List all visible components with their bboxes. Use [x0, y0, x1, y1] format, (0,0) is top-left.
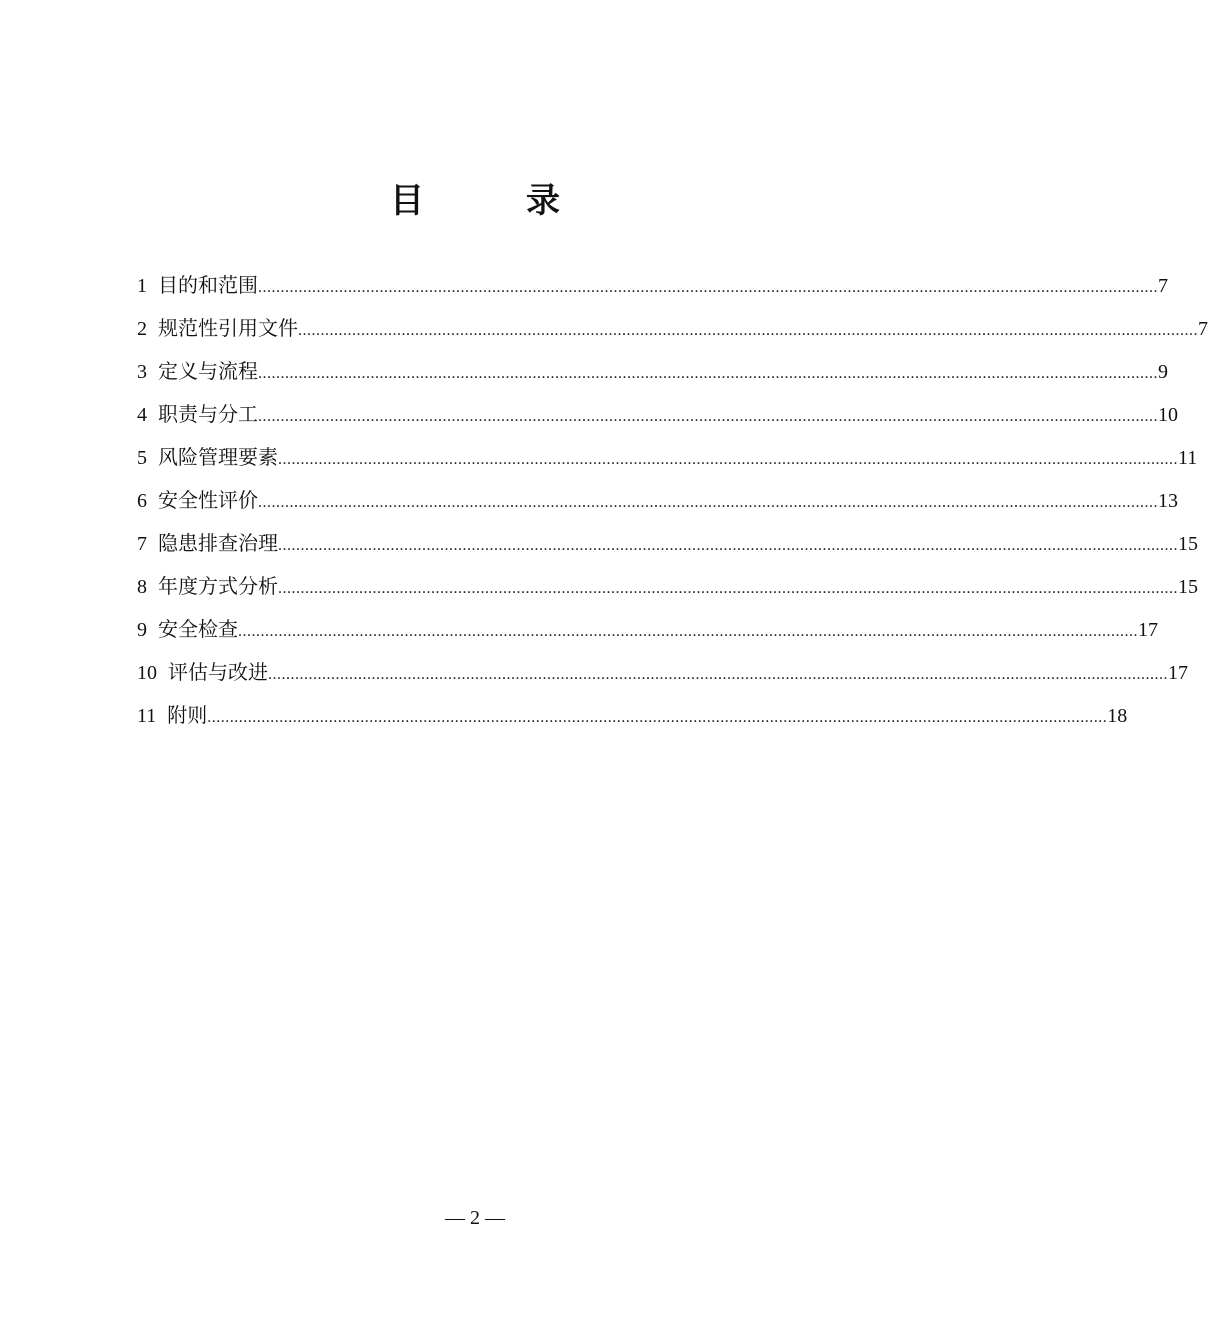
toc-entry-number: 3 — [137, 361, 147, 383]
toc-entry[interactable] — [137, 308, 1208, 351]
toc-entry-number: 11 — [137, 705, 157, 727]
toc-entry[interactable] — [137, 265, 1168, 308]
toc-entry-title: 安全检查 — [158, 617, 238, 641]
toc-entry-title: 评估与改进 — [168, 660, 268, 684]
toc-entry-number: 5 — [137, 447, 147, 469]
toc-entry[interactable] — [137, 566, 1198, 609]
page-number: — 2 — — [445, 1207, 505, 1229]
toc-entry-page: 18 — [1107, 705, 1128, 727]
toc-dot-leader: ........................................................................................................................................................................................................ — [268, 666, 1168, 683]
toc-entry-page: 10 — [1158, 404, 1178, 426]
toc-entry-title: 安全性评价 — [158, 488, 258, 512]
toc-entry-title: 附则 — [167, 703, 208, 727]
toc-dot-leader: ........................................................................................................................................................................................................ — [207, 709, 1108, 726]
toc-entry-page: 13 — [1158, 490, 1178, 512]
toc-entry-number: 10 — [137, 662, 157, 684]
toc-dot-leader: ........................................................................................................................................................................................................ — [258, 279, 1158, 296]
toc-entry-title: 隐患排查治理 — [158, 531, 278, 555]
toc-entry-page: 11 — [1178, 447, 1198, 469]
toc-entry-page: 7 — [1158, 275, 1168, 297]
page-title: 目 录 — [390, 181, 594, 221]
toc-entry-number: 4 — [137, 404, 147, 426]
toc-entry-page: 15 — [1178, 533, 1198, 555]
toc-entry-number: 1 — [137, 275, 147, 297]
toc-entry-number: 6 — [137, 490, 147, 512]
toc-entry-title: 年度方式分析 — [158, 574, 278, 598]
toc-dot-leader: ........................................................................................................................................................................................................ — [298, 322, 1198, 339]
toc-entry-number: 2 — [137, 318, 147, 340]
toc-entry-title: 规范性引用文件 — [158, 316, 298, 340]
toc-dot-leader: ........................................................................................................................................................................................................ — [258, 365, 1158, 382]
toc-entry-page: 9 — [1158, 361, 1168, 383]
toc-entry-title: 定义与流程 — [158, 359, 258, 383]
toc-entry-title: 风险管理要素 — [158, 445, 278, 469]
toc-entry-number: 7 — [137, 533, 147, 555]
toc-entry[interactable] — [137, 609, 1158, 652]
toc-entry[interactable] — [137, 480, 1178, 523]
toc-dot-leader: ........................................................................................................................................................................................................ — [258, 408, 1158, 425]
toc-entry-title: 职责与分工 — [158, 402, 258, 426]
toc-dot-leader: ........................................................................................................................................................................................................ — [278, 580, 1178, 597]
toc-entry[interactable] — [137, 394, 1178, 437]
toc-entry[interactable] — [137, 695, 1128, 738]
toc-entry[interactable] — [137, 351, 1168, 394]
toc-dot-leader: ........................................................................................................................................................................................................ — [258, 494, 1158, 511]
toc-dot-leader: ........................................................................................................................................................................................................ — [278, 537, 1178, 554]
toc-entry-page: 7 — [1198, 318, 1208, 340]
toc-entry[interactable] — [137, 652, 1188, 695]
toc-dot-leader: ........................................................................................................................................................................................................ — [278, 451, 1178, 468]
toc-entry-number: 9 — [137, 619, 147, 641]
toc-entry-page: 17 — [1168, 662, 1188, 684]
toc-entry[interactable] — [137, 437, 1198, 480]
table-of-contents — [137, 265, 1208, 738]
toc-entry-title: 目的和范围 — [158, 273, 258, 297]
toc-dot-leader: ........................................................................................................................................................................................................ — [238, 623, 1138, 640]
toc-entry-page: 17 — [1138, 619, 1158, 641]
toc-entry-page: 15 — [1178, 576, 1198, 598]
toc-entry-number: 8 — [137, 576, 147, 598]
toc-entry[interactable] — [137, 523, 1198, 566]
